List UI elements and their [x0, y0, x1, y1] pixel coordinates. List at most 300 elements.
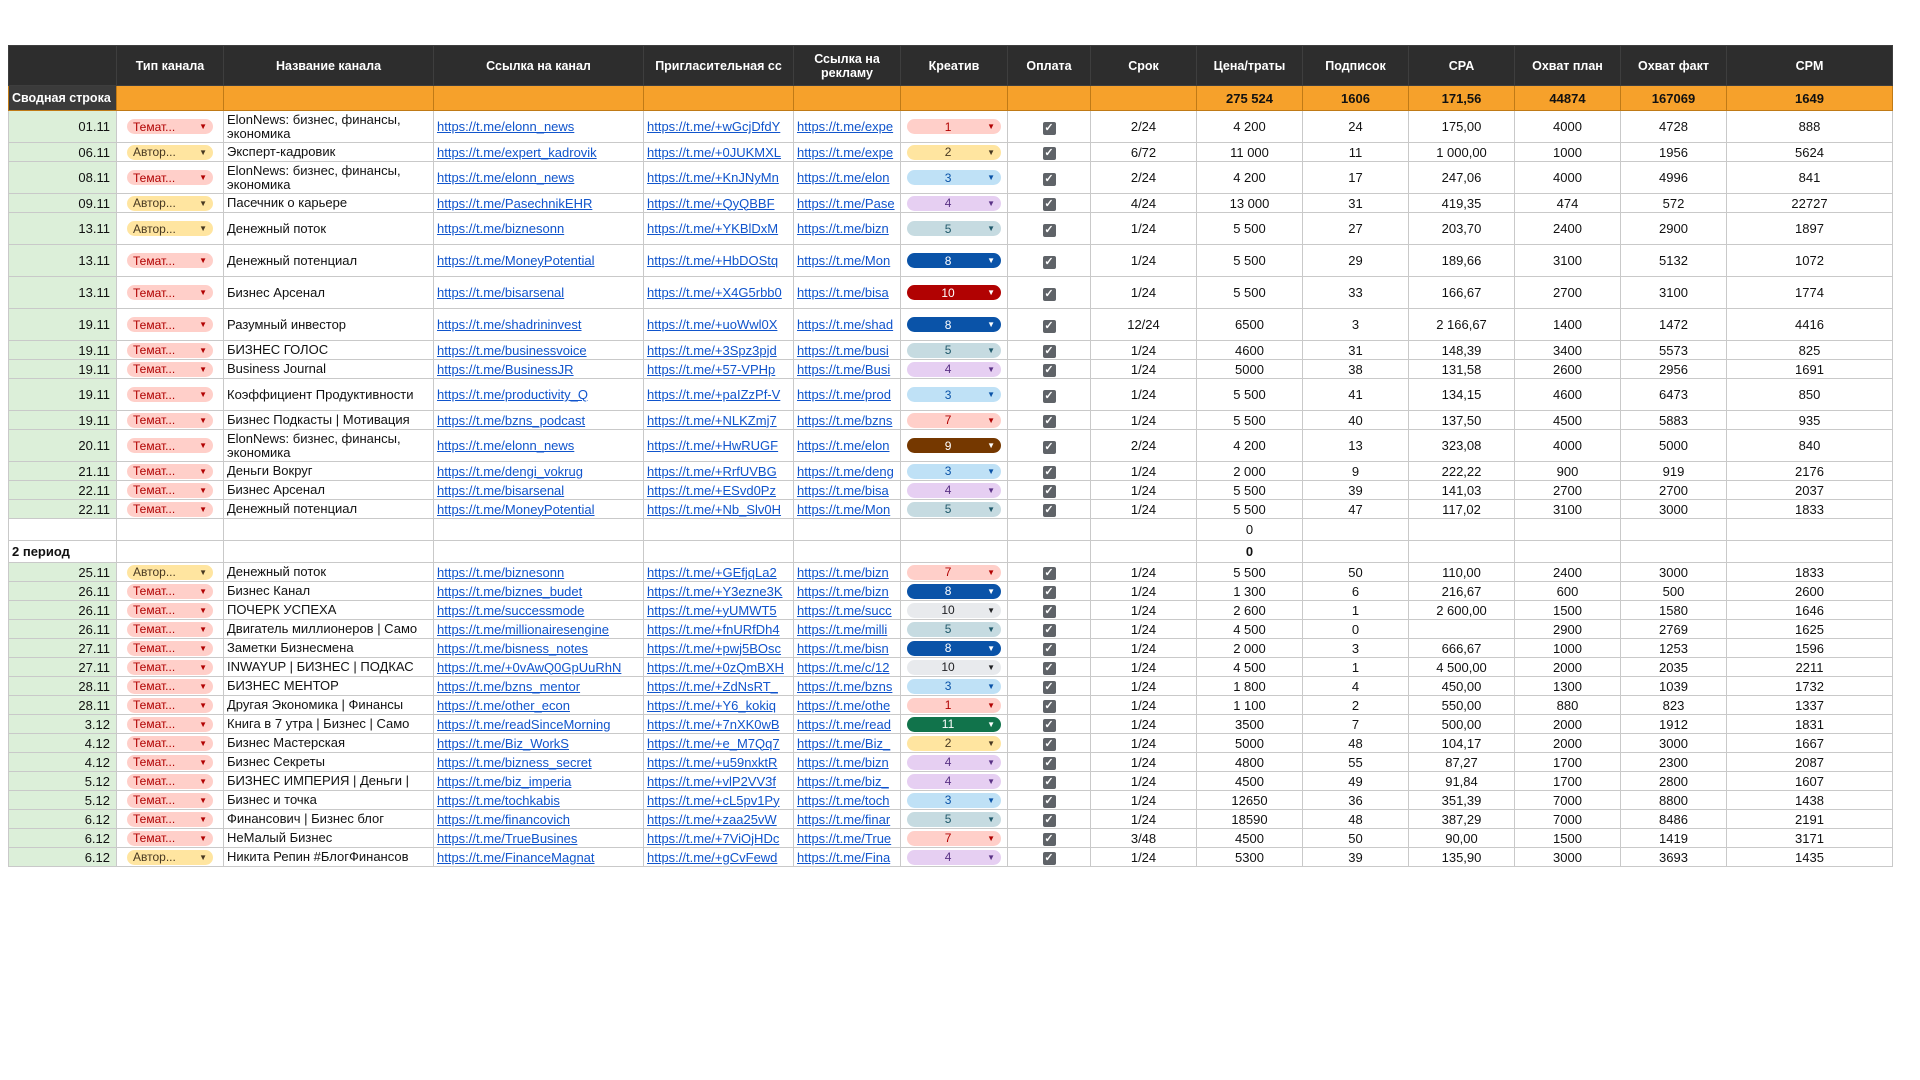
date-cell[interactable]: 28.11: [9, 696, 117, 715]
payment-cell[interactable]: [1008, 658, 1091, 677]
reach-fact-cell[interactable]: 1419: [1621, 829, 1727, 848]
subs-cell[interactable]: 13: [1303, 430, 1409, 462]
price-cell[interactable]: 5 500: [1197, 277, 1303, 309]
channel-link[interactable]: https://t.me/millionairesengine: [434, 620, 644, 639]
subs-cell[interactable]: 11: [1303, 143, 1409, 162]
channel-type-dropdown[interactable]: [127, 464, 213, 479]
date-cell[interactable]: 27.11: [9, 658, 117, 677]
channel-type-dropdown[interactable]: [127, 483, 213, 498]
channel-type-cell[interactable]: [117, 677, 224, 696]
invite-link[interactable]: https://t.me/+QyQBBF: [644, 194, 794, 213]
ad-link[interactable]: https://t.me/bisa: [794, 481, 901, 500]
channel-link[interactable]: https://t.me/elonn_news: [434, 162, 644, 194]
channel-link[interactable]: https://t.me/+0vAwQ0GpUuRhN: [434, 658, 644, 677]
reach-fact-cell[interactable]: 5000: [1621, 430, 1727, 462]
channel-type-cell[interactable]: [117, 194, 224, 213]
term-cell[interactable]: 2/24: [1091, 162, 1197, 194]
checkbox-checked-icon[interactable]: ✓: [1044, 485, 1054, 497]
reach-fact-cell[interactable]: 5883: [1621, 411, 1727, 430]
channel-link[interactable]: https://t.me/productivity_Q: [434, 379, 644, 411]
summary-price[interactable]: 275 524: [1197, 86, 1303, 111]
checkbox-checked-icon[interactable]: ✓: [1044, 319, 1054, 332]
price-cell[interactable]: 4 200: [1197, 430, 1303, 462]
channel-type-dropdown[interactable]: [127, 736, 213, 751]
invite-link[interactable]: https://t.me/+3Spz3pjd: [644, 341, 794, 360]
ad-link[interactable]: https://t.me/expe: [794, 111, 901, 143]
reach-plan-cell[interactable]: 1500: [1515, 829, 1621, 848]
price-cell[interactable]: 5 500: [1197, 213, 1303, 245]
channel-link[interactable]: https://t.me/businessvoice: [434, 341, 644, 360]
creative-dropdown[interactable]: [907, 145, 1001, 160]
cell[interactable]: [644, 541, 794, 563]
channel-type-cell[interactable]: [117, 620, 224, 639]
channel-link[interactable]: https://t.me/biznesonn: [434, 213, 644, 245]
reach-plan-cell[interactable]: 2600: [1515, 360, 1621, 379]
header-cell[interactable]: Цена/траты: [1197, 46, 1303, 86]
creative-dropdown[interactable]: [907, 196, 1001, 211]
term-cell[interactable]: 1/24: [1091, 379, 1197, 411]
channel-type-cell[interactable]: [117, 143, 224, 162]
channel-link[interactable]: https://t.me/MoneyPotential: [434, 500, 644, 519]
reach-plan-cell[interactable]: 1500: [1515, 601, 1621, 620]
price-cell[interactable]: 5 500: [1197, 245, 1303, 277]
cpa-cell[interactable]: 247,06: [1409, 162, 1515, 194]
cpm-cell[interactable]: 2191: [1727, 810, 1893, 829]
term-cell[interactable]: 2/24: [1091, 111, 1197, 143]
channel-type-dropdown[interactable]: [127, 317, 213, 332]
term-cell[interactable]: 1/24: [1091, 772, 1197, 791]
price-cell[interactable]: 4 200: [1197, 162, 1303, 194]
price-cell[interactable]: 5 500: [1197, 563, 1303, 582]
invite-link[interactable]: https://t.me/+pwj5BOsc: [644, 639, 794, 658]
cpa-cell[interactable]: 1 000,00: [1409, 143, 1515, 162]
term-cell[interactable]: 1/24: [1091, 677, 1197, 696]
term-cell[interactable]: 1/24: [1091, 848, 1197, 867]
cell[interactable]: [901, 541, 1008, 563]
channel-name-cell[interactable]: Никита Репин #БлогФинансов: [224, 848, 434, 867]
reach-fact-cell[interactable]: 2769: [1621, 620, 1727, 639]
term-cell[interactable]: 1/24: [1091, 481, 1197, 500]
cpm-cell[interactable]: 1833: [1727, 500, 1893, 519]
channel-type-cell[interactable]: [117, 848, 224, 867]
invite-link[interactable]: https://t.me/+yUMWT5: [644, 601, 794, 620]
invite-link[interactable]: https://t.me/+gCvFewd: [644, 848, 794, 867]
invite-link[interactable]: https://t.me/+0zQmBXH: [644, 658, 794, 677]
channel-name-cell[interactable]: ElonNews: бизнес, финансы, экономика: [224, 430, 434, 462]
date-cell[interactable]: 26.11: [9, 582, 117, 601]
creative-cell[interactable]: [901, 601, 1008, 620]
checkbox-checked-icon[interactable]: ✓: [1044, 757, 1054, 769]
ad-link[interactable]: https://t.me/Busi: [794, 360, 901, 379]
payment-cell[interactable]: [1008, 791, 1091, 810]
invite-link[interactable]: https://t.me/+YKBlDxM: [644, 213, 794, 245]
reach-plan-cell[interactable]: 2700: [1515, 481, 1621, 500]
cell[interactable]: [1515, 541, 1621, 563]
checkbox-checked-icon[interactable]: ✓: [1044, 287, 1054, 300]
creative-cell[interactable]: [901, 753, 1008, 772]
cell[interactable]: 0: [1197, 519, 1303, 541]
reach-fact-cell[interactable]: 4728: [1621, 111, 1727, 143]
creative-cell[interactable]: [901, 734, 1008, 753]
header-cell[interactable]: Ссылка на канал: [434, 46, 644, 86]
cpm-cell[interactable]: 1897: [1727, 213, 1893, 245]
channel-type-dropdown[interactable]: [127, 221, 213, 236]
ad-link[interactable]: https://t.me/finar: [794, 810, 901, 829]
reach-fact-cell[interactable]: 1912: [1621, 715, 1727, 734]
channel-name-cell[interactable]: БИЗНЕС ГОЛОС: [224, 341, 434, 360]
date-cell[interactable]: 6.12: [9, 810, 117, 829]
creative-dropdown[interactable]: [907, 502, 1001, 517]
checkbox-checked-icon[interactable]: ✓: [1044, 586, 1054, 598]
channel-type-cell[interactable]: [117, 360, 224, 379]
header-cell[interactable]: Охват план: [1515, 46, 1621, 86]
creative-cell[interactable]: [901, 848, 1008, 867]
channel-type-cell[interactable]: [117, 582, 224, 601]
creative-dropdown[interactable]: [907, 565, 1001, 580]
creative-dropdown[interactable]: [907, 413, 1001, 428]
cell[interactable]: [1091, 541, 1197, 563]
reach-plan-cell[interactable]: 4000: [1515, 111, 1621, 143]
term-cell[interactable]: 2/24: [1091, 430, 1197, 462]
payment-cell[interactable]: [1008, 162, 1091, 194]
price-cell[interactable]: 13 000: [1197, 194, 1303, 213]
channel-type-cell[interactable]: [117, 411, 224, 430]
checkbox-checked-icon[interactable]: ✓: [1044, 121, 1054, 134]
cell[interactable]: [117, 86, 224, 111]
date-cell[interactable]: 19.11: [9, 411, 117, 430]
payment-cell[interactable]: [1008, 620, 1091, 639]
subs-cell[interactable]: 1: [1303, 601, 1409, 620]
channel-type-dropdown[interactable]: [127, 170, 213, 185]
cpm-cell[interactable]: 1607: [1727, 772, 1893, 791]
date-cell[interactable]: 01.11: [9, 111, 117, 143]
cpm-cell[interactable]: 2037: [1727, 481, 1893, 500]
term-cell[interactable]: 1/24: [1091, 658, 1197, 677]
term-cell[interactable]: 1/24: [1091, 734, 1197, 753]
channel-type-cell[interactable]: [117, 563, 224, 582]
invite-link[interactable]: https://t.me/+ESvd0Pz: [644, 481, 794, 500]
summary-subs[interactable]: 1606: [1303, 86, 1409, 111]
cell[interactable]: [901, 86, 1008, 111]
payment-cell[interactable]: [1008, 753, 1091, 772]
ad-link[interactable]: https://t.me/bizn: [794, 213, 901, 245]
payment-cell[interactable]: [1008, 582, 1091, 601]
cpm-cell[interactable]: 1596: [1727, 639, 1893, 658]
invite-link[interactable]: https://t.me/+wGcjDfdY: [644, 111, 794, 143]
payment-cell[interactable]: [1008, 462, 1091, 481]
channel-name-cell[interactable]: Финансович | Бизнес блог: [224, 810, 434, 829]
header-cell[interactable]: Охват факт: [1621, 46, 1727, 86]
channel-type-dropdown[interactable]: [127, 285, 213, 300]
payment-cell[interactable]: [1008, 430, 1091, 462]
cpa-cell[interactable]: 110,00: [1409, 563, 1515, 582]
date-cell[interactable]: 4.12: [9, 753, 117, 772]
channel-link[interactable]: https://t.me/TrueBusines: [434, 829, 644, 848]
channel-name-cell[interactable]: Бизнес Секреты: [224, 753, 434, 772]
creative-dropdown[interactable]: [907, 584, 1001, 599]
reach-plan-cell[interactable]: 900: [1515, 462, 1621, 481]
channel-link[interactable]: https://t.me/readSinceMorning: [434, 715, 644, 734]
channel-type-cell[interactable]: [117, 658, 224, 677]
creative-dropdown[interactable]: [907, 317, 1001, 332]
payment-cell[interactable]: [1008, 848, 1091, 867]
reach-plan-cell[interactable]: 2400: [1515, 563, 1621, 582]
date-cell[interactable]: 19.11: [9, 341, 117, 360]
cpm-cell[interactable]: 3171: [1727, 829, 1893, 848]
channel-name-cell[interactable]: ElonNews: бизнес, финансы, экономика: [224, 111, 434, 143]
channel-type-dropdown[interactable]: [127, 438, 213, 453]
cpa-cell[interactable]: 222,22: [1409, 462, 1515, 481]
channel-link[interactable]: https://t.me/other_econ: [434, 696, 644, 715]
subs-cell[interactable]: 9: [1303, 462, 1409, 481]
reach-fact-cell[interactable]: 1580: [1621, 601, 1727, 620]
checkbox-checked-icon[interactable]: ✓: [1044, 415, 1054, 427]
payment-cell[interactable]: [1008, 277, 1091, 309]
term-cell[interactable]: 4/24: [1091, 194, 1197, 213]
invite-link[interactable]: https://t.me/+paIZzPf-V: [644, 379, 794, 411]
payment-cell[interactable]: [1008, 563, 1091, 582]
header-cell[interactable]: Креатив: [901, 46, 1008, 86]
reach-plan-cell[interactable]: 880: [1515, 696, 1621, 715]
creative-cell[interactable]: [901, 194, 1008, 213]
creative-dropdown[interactable]: [907, 793, 1001, 808]
reach-plan-cell[interactable]: 1300: [1515, 677, 1621, 696]
term-cell[interactable]: 1/24: [1091, 601, 1197, 620]
payment-cell[interactable]: [1008, 194, 1091, 213]
subs-cell[interactable]: 49: [1303, 772, 1409, 791]
date-cell[interactable]: 26.11: [9, 601, 117, 620]
checkbox-checked-icon[interactable]: ✓: [1044, 833, 1054, 845]
creative-dropdown[interactable]: [907, 774, 1001, 789]
payment-cell[interactable]: [1008, 411, 1091, 430]
reach-plan-cell[interactable]: 2700: [1515, 277, 1621, 309]
header-cell[interactable]: CPA: [1409, 46, 1515, 86]
reach-fact-cell[interactable]: 1253: [1621, 639, 1727, 658]
creative-dropdown[interactable]: [907, 438, 1001, 453]
price-cell[interactable]: 2 600: [1197, 601, 1303, 620]
cpa-cell[interactable]: 175,00: [1409, 111, 1515, 143]
term-cell[interactable]: 1/24: [1091, 639, 1197, 658]
cpm-cell[interactable]: 1691: [1727, 360, 1893, 379]
checkbox-checked-icon[interactable]: ✓: [1044, 147, 1054, 159]
price-cell[interactable]: 4500: [1197, 772, 1303, 791]
cell[interactable]: [434, 519, 644, 541]
period-label[interactable]: 2 период: [9, 541, 117, 563]
creative-dropdown[interactable]: [907, 387, 1001, 402]
channel-type-dropdown[interactable]: [127, 196, 213, 211]
cpa-cell[interactable]: 90,00: [1409, 829, 1515, 848]
creative-cell[interactable]: [901, 715, 1008, 734]
subs-cell[interactable]: 39: [1303, 481, 1409, 500]
date-cell[interactable]: 26.11: [9, 620, 117, 639]
reach-plan-cell[interactable]: 3400: [1515, 341, 1621, 360]
cell[interactable]: [1091, 86, 1197, 111]
term-cell[interactable]: 1/24: [1091, 341, 1197, 360]
cpa-cell[interactable]: 419,35: [1409, 194, 1515, 213]
cpa-cell[interactable]: 87,27: [1409, 753, 1515, 772]
channel-link[interactable]: https://t.me/shadrininvest: [434, 309, 644, 341]
reach-plan-cell[interactable]: 4000: [1515, 162, 1621, 194]
checkbox-checked-icon[interactable]: ✓: [1044, 719, 1054, 731]
cell[interactable]: [9, 519, 117, 541]
creative-dropdown[interactable]: [907, 698, 1001, 713]
payment-cell[interactable]: [1008, 360, 1091, 379]
cpa-cell[interactable]: 216,67: [1409, 582, 1515, 601]
term-cell[interactable]: 6/72: [1091, 143, 1197, 162]
cell[interactable]: [794, 541, 901, 563]
creative-dropdown[interactable]: [907, 464, 1001, 479]
cell[interactable]: [224, 86, 434, 111]
reach-plan-cell[interactable]: 1400: [1515, 309, 1621, 341]
channel-name-cell[interactable]: Другая Экономика | Финансы: [224, 696, 434, 715]
payment-cell[interactable]: [1008, 341, 1091, 360]
ad-link[interactable]: https://t.me/expe: [794, 143, 901, 162]
channel-type-cell[interactable]: [117, 829, 224, 848]
price-cell[interactable]: 1 100: [1197, 696, 1303, 715]
reach-fact-cell[interactable]: 823: [1621, 696, 1727, 715]
cell[interactable]: [117, 519, 224, 541]
reach-fact-cell[interactable]: 919: [1621, 462, 1727, 481]
reach-plan-cell[interactable]: 3000: [1515, 848, 1621, 867]
channel-name-cell[interactable]: Пасечник о карьере: [224, 194, 434, 213]
subs-cell[interactable]: 7: [1303, 715, 1409, 734]
invite-link[interactable]: https://t.me/+uoWwl0X: [644, 309, 794, 341]
subs-cell[interactable]: 50: [1303, 829, 1409, 848]
cpm-cell[interactable]: 1774: [1727, 277, 1893, 309]
creative-cell[interactable]: [901, 213, 1008, 245]
ad-link[interactable]: https://t.me/toch: [794, 791, 901, 810]
ad-link[interactable]: https://t.me/milli: [794, 620, 901, 639]
ad-link[interactable]: https://t.me/biz_: [794, 772, 901, 791]
reach-plan-cell[interactable]: 4600: [1515, 379, 1621, 411]
checkbox-checked-icon[interactable]: ✓: [1044, 223, 1054, 236]
channel-link[interactable]: https://t.me/bisarsenal: [434, 481, 644, 500]
term-cell[interactable]: 1/24: [1091, 213, 1197, 245]
channel-type-cell[interactable]: [117, 500, 224, 519]
term-cell[interactable]: 1/24: [1091, 462, 1197, 481]
price-cell[interactable]: 3500: [1197, 715, 1303, 734]
invite-link[interactable]: https://t.me/+u59nxktR: [644, 753, 794, 772]
cell[interactable]: [1008, 86, 1091, 111]
channel-type-dropdown[interactable]: [127, 812, 213, 827]
cpm-cell[interactable]: 2176: [1727, 462, 1893, 481]
channel-type-cell[interactable]: [117, 213, 224, 245]
invite-link[interactable]: https://t.me/+Y3ezne3K: [644, 582, 794, 601]
price-cell[interactable]: 4800: [1197, 753, 1303, 772]
cell[interactable]: [1727, 541, 1893, 563]
channel-type-dropdown[interactable]: [127, 502, 213, 517]
cpm-cell[interactable]: 22727: [1727, 194, 1893, 213]
channel-type-dropdown[interactable]: [127, 119, 213, 134]
subs-cell[interactable]: 50: [1303, 563, 1409, 582]
date-cell[interactable]: 13.11: [9, 277, 117, 309]
subs-cell[interactable]: 1: [1303, 658, 1409, 677]
ad-link[interactable]: https://t.me/elon: [794, 430, 901, 462]
date-cell[interactable]: 4.12: [9, 734, 117, 753]
subs-cell[interactable]: 2: [1303, 696, 1409, 715]
cpm-cell[interactable]: 1831: [1727, 715, 1893, 734]
channel-name-cell[interactable]: Бизнес Мастерская: [224, 734, 434, 753]
reach-plan-cell[interactable]: 4000: [1515, 430, 1621, 462]
channel-link[interactable]: https://t.me/BusinessJR: [434, 360, 644, 379]
cpm-cell[interactable]: 1438: [1727, 791, 1893, 810]
channel-name-cell[interactable]: Бизнес Арсенал: [224, 481, 434, 500]
channel-type-dropdown[interactable]: [127, 413, 213, 428]
price-cell[interactable]: 1 800: [1197, 677, 1303, 696]
subs-cell[interactable]: 3: [1303, 639, 1409, 658]
cell[interactable]: [1303, 519, 1409, 541]
creative-cell[interactable]: [901, 658, 1008, 677]
invite-link[interactable]: https://t.me/+HwRUGF: [644, 430, 794, 462]
channel-link[interactable]: https://t.me/Biz_WorkS: [434, 734, 644, 753]
cpa-cell[interactable]: 135,90: [1409, 848, 1515, 867]
reach-fact-cell[interactable]: 572: [1621, 194, 1727, 213]
channel-type-dropdown[interactable]: [127, 603, 213, 618]
creative-dropdown[interactable]: [907, 603, 1001, 618]
date-cell[interactable]: 22.11: [9, 500, 117, 519]
creative-cell[interactable]: [901, 277, 1008, 309]
channel-link[interactable]: https://t.me/bisness_notes: [434, 639, 644, 658]
reach-fact-cell[interactable]: 3000: [1621, 563, 1727, 582]
creative-cell[interactable]: [901, 791, 1008, 810]
cell[interactable]: [117, 541, 224, 563]
reach-plan-cell[interactable]: 2900: [1515, 620, 1621, 639]
cell[interactable]: [434, 541, 644, 563]
checkbox-checked-icon[interactable]: ✓: [1044, 389, 1054, 402]
payment-cell[interactable]: [1008, 111, 1091, 143]
payment-cell[interactable]: [1008, 772, 1091, 791]
ad-link[interactable]: https://t.me/elon: [794, 162, 901, 194]
price-cell[interactable]: 4 200: [1197, 111, 1303, 143]
date-cell[interactable]: 28.11: [9, 677, 117, 696]
cell[interactable]: [644, 86, 794, 111]
checkbox-checked-icon[interactable]: ✓: [1044, 364, 1054, 376]
channel-name-cell[interactable]: Эксперт-кадровик: [224, 143, 434, 162]
channel-type-cell[interactable]: [117, 245, 224, 277]
cpm-cell[interactable]: 2087: [1727, 753, 1893, 772]
reach-fact-cell[interactable]: 5132: [1621, 245, 1727, 277]
price-cell[interactable]: 12650: [1197, 791, 1303, 810]
reach-fact-cell[interactable]: 1039: [1621, 677, 1727, 696]
channel-type-dropdown[interactable]: [127, 641, 213, 656]
date-cell[interactable]: 5.12: [9, 791, 117, 810]
creative-dropdown[interactable]: [907, 285, 1001, 300]
reach-fact-cell[interactable]: 2035: [1621, 658, 1727, 677]
invite-link[interactable]: https://t.me/+e_M7Qq7: [644, 734, 794, 753]
channel-type-dropdown[interactable]: [127, 698, 213, 713]
ad-link[interactable]: https://t.me/bizn: [794, 753, 901, 772]
checkbox-checked-icon[interactable]: ✓: [1044, 643, 1054, 655]
date-cell[interactable]: 09.11: [9, 194, 117, 213]
subs-cell[interactable]: 55: [1303, 753, 1409, 772]
ad-link[interactable]: https://t.me/Biz_: [794, 734, 901, 753]
creative-cell[interactable]: [901, 162, 1008, 194]
summary-cpa[interactable]: 171,56: [1409, 86, 1515, 111]
reach-plan-cell[interactable]: 1000: [1515, 639, 1621, 658]
creative-dropdown[interactable]: [907, 679, 1001, 694]
ad-link[interactable]: https://t.me/Mon: [794, 245, 901, 277]
cpa-cell[interactable]: 137,50: [1409, 411, 1515, 430]
payment-cell[interactable]: [1008, 309, 1091, 341]
creative-cell[interactable]: [901, 111, 1008, 143]
channel-type-cell[interactable]: [117, 639, 224, 658]
reach-plan-cell[interactable]: 600: [1515, 582, 1621, 601]
channel-name-cell[interactable]: Бизнес Канал: [224, 582, 434, 601]
checkbox-checked-icon[interactable]: ✓: [1044, 605, 1054, 617]
cell[interactable]: [224, 519, 434, 541]
checkbox-checked-icon[interactable]: ✓: [1044, 814, 1054, 826]
cell[interactable]: [1303, 541, 1409, 563]
